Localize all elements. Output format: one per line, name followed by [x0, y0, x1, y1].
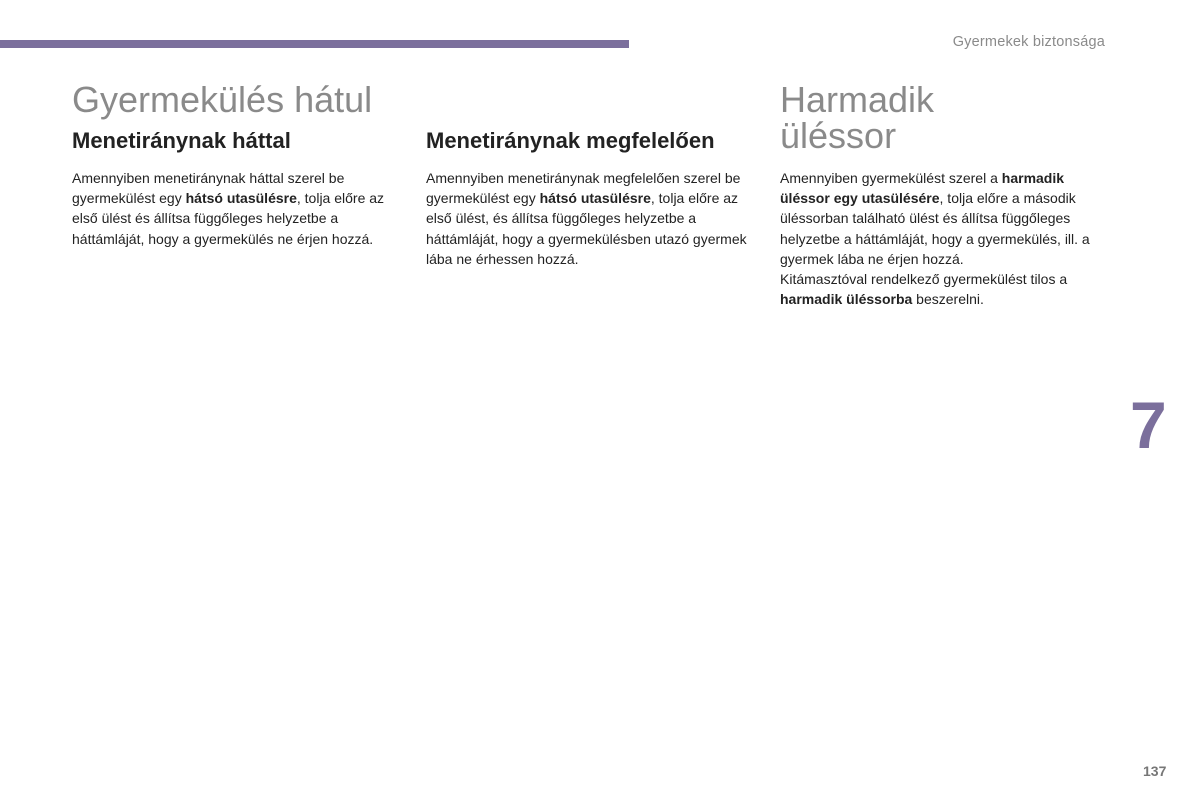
text-run: , tolja előre a második üléssorban található ülést és állítsa függőleges helyzetbe a háttámláját, hogy a gyermekülés, ill. a gyermek lába ne érjen hozzá. [780, 190, 1090, 267]
col2-body [426, 168, 756, 269]
col2-paragraph [426, 168, 756, 269]
bold-text-run: harmadik üléssorba [780, 291, 913, 308]
text-run: Amennyiben menetiránynak megfelelően szerel be gyermekülést egy [426, 170, 741, 207]
bold-text-run: hátsó utasülésre [539, 190, 651, 207]
col1-heading: Menetiránynak háttal [72, 128, 291, 153]
page-number: 137 [1143, 763, 1167, 779]
bold-text-run: harmadik üléssor egy utasülésére [780, 170, 1065, 207]
col2-heading: Menetiránynak megfelelően [426, 128, 715, 153]
col1-body [72, 168, 407, 249]
right-section-title: Harmadik üléssor [780, 79, 935, 156]
col1-paragraph [72, 168, 407, 249]
col3-body [780, 168, 1115, 309]
chapter-number: 7 [1130, 388, 1167, 462]
text-run: beszerelni. [912, 291, 984, 308]
bold-text-run: hátsó utasülésre [185, 190, 297, 207]
section-title: Gyermekek biztonsága [952, 34, 1105, 50]
col3-paragraph-1 [780, 168, 1115, 269]
text-run: Kitámasztóval rendelkező gyermekülést tilos a [780, 271, 1068, 288]
text-run: , tolja előre az első ülést, és állítsa függőleges helyzetbe a háttámláját, hogy a gyermekülésben utazó gyermek lába ne érhessen hozzá. [426, 190, 747, 267]
col3-paragraph-2 [780, 269, 1115, 309]
text-run: , tolja előre az első ülést és állítsa függőleges helyzetbe a háttámláját, hogy a gyermekülés ne érjen hozzá. [72, 190, 385, 247]
header-accent-bar [0, 40, 629, 48]
left-section-title: Gyermekülés hátul [72, 79, 373, 120]
text-run: Amennyiben menetiránynak háttal szerel be gyermekülést egy [72, 170, 345, 207]
text-run: Amennyiben gyermekülést szerel a [780, 170, 1002, 186]
